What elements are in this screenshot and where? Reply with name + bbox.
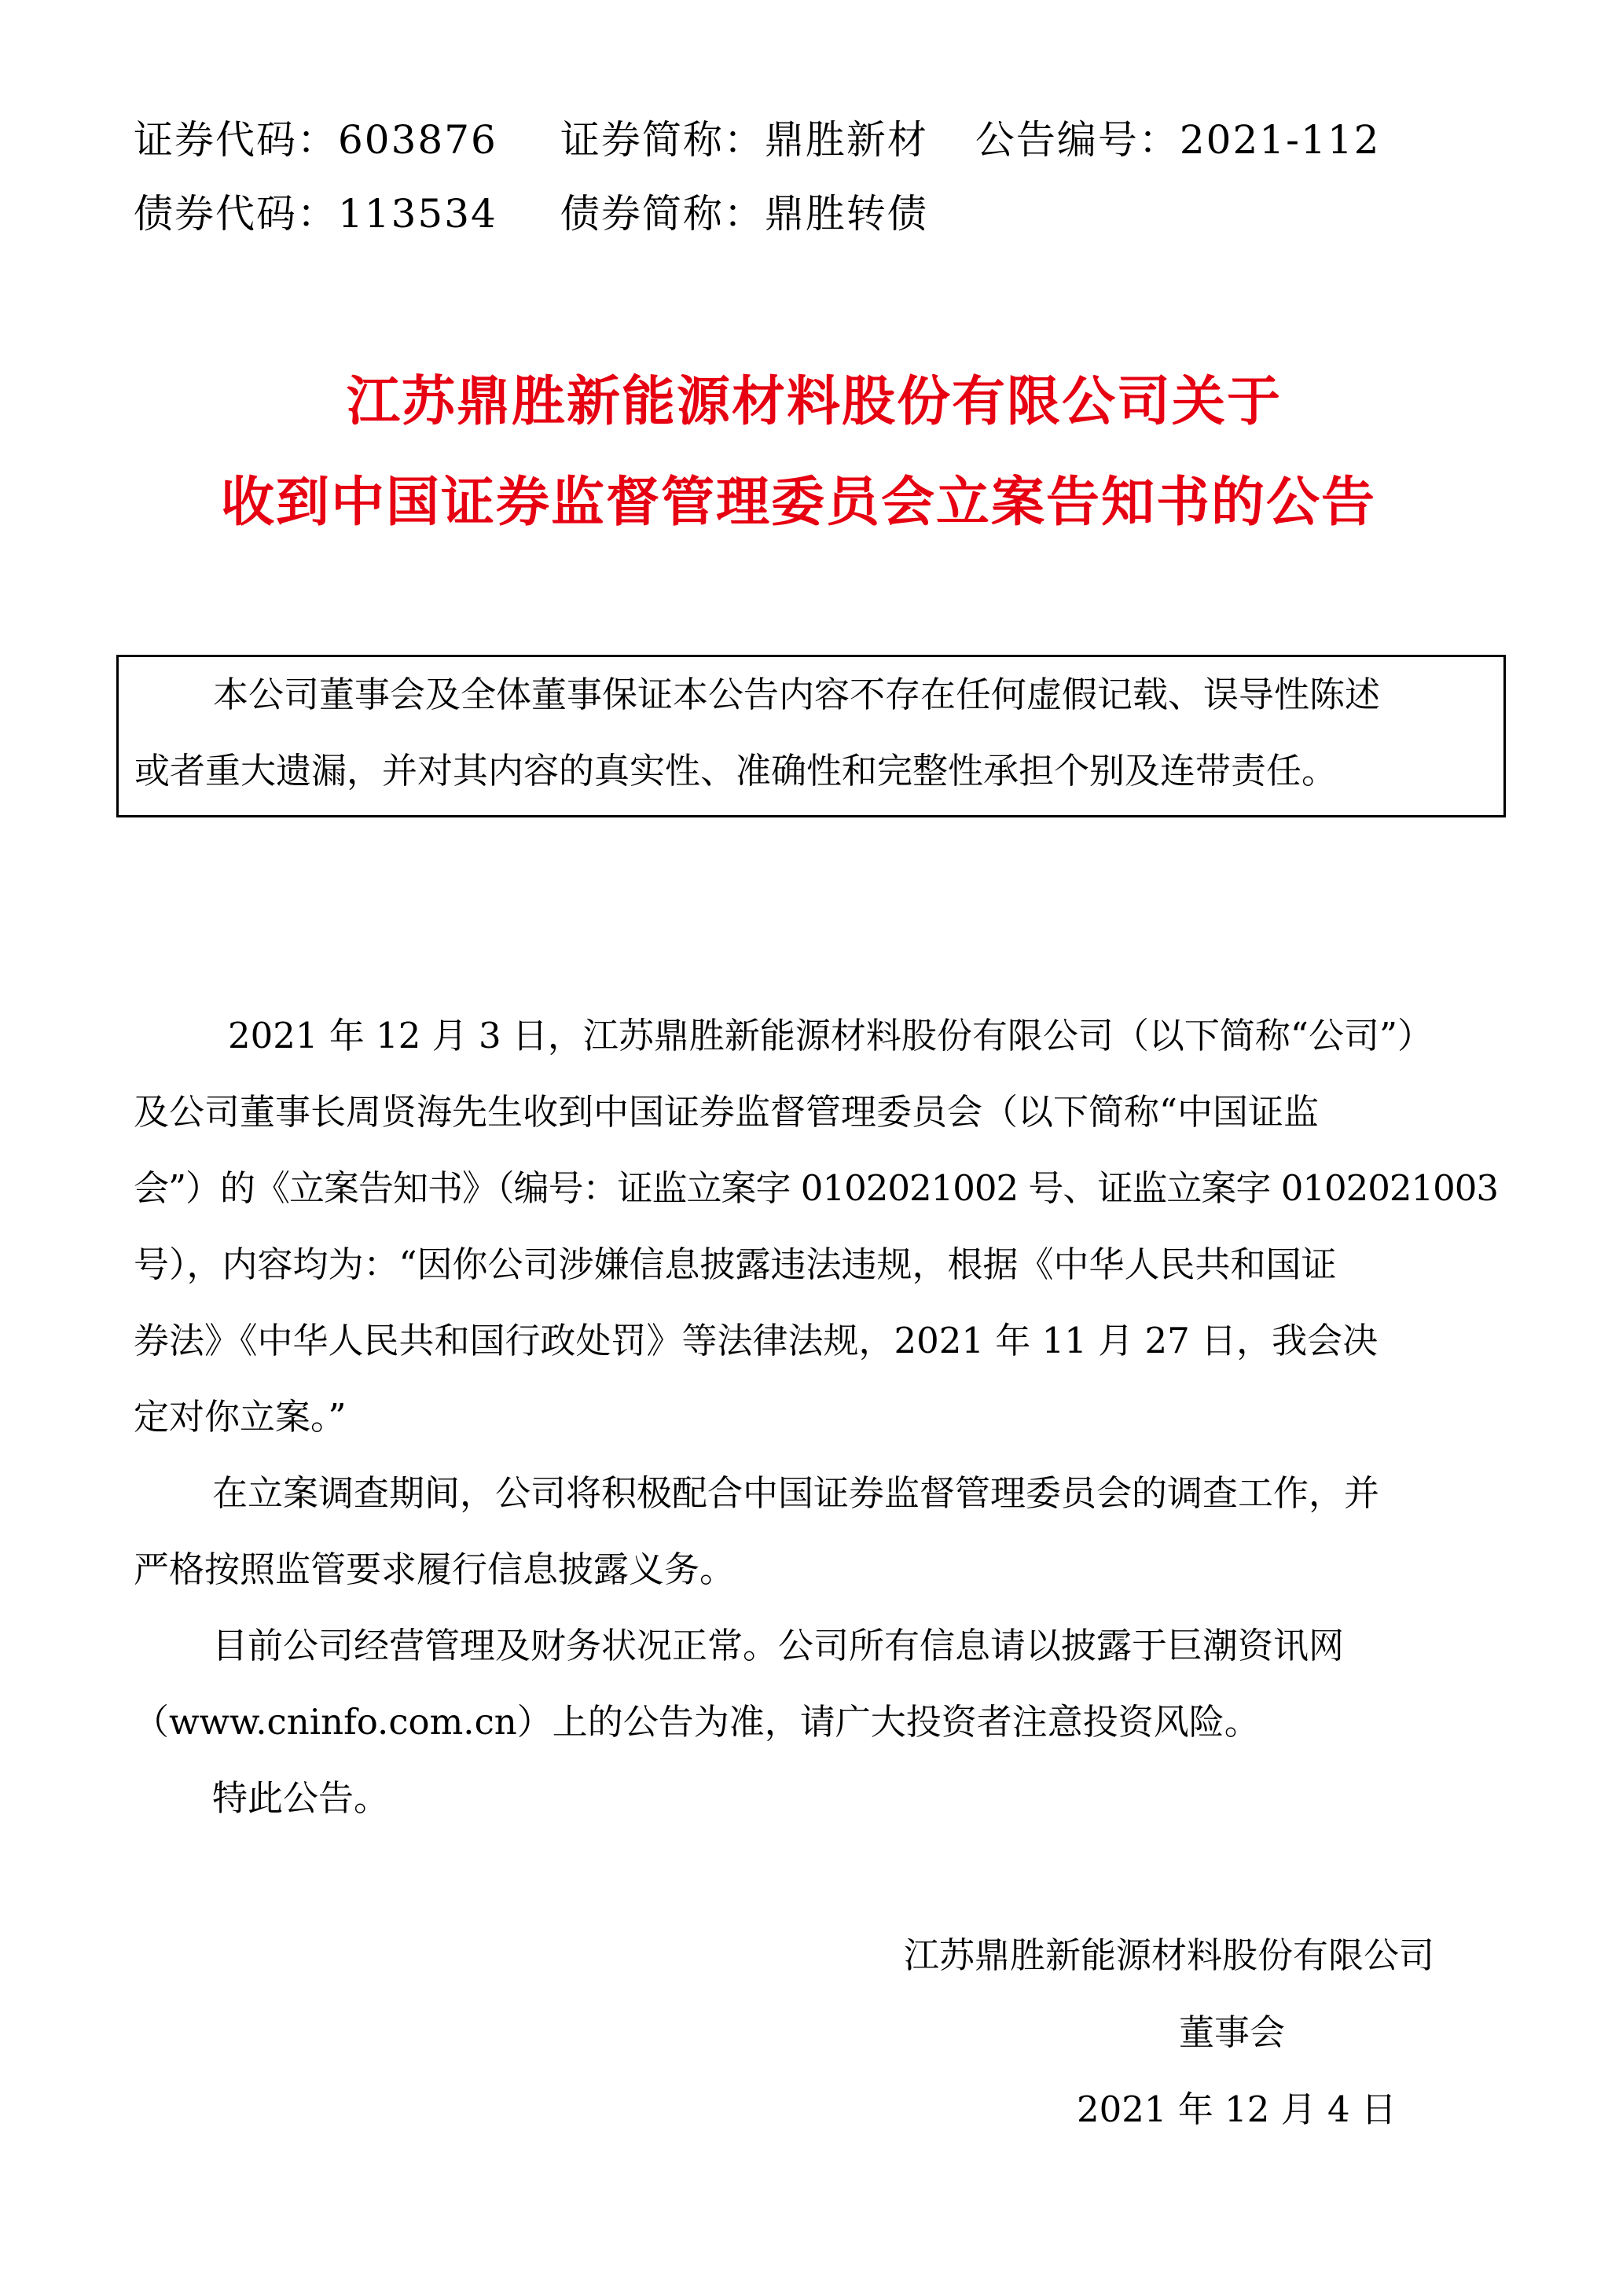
signature-board: 董事会: [1179, 2011, 1286, 2053]
body-p1-line-4: 号），内容均为：“因你公司涉嫌信息披露违法违规，根据《中华人民共和国证: [134, 1244, 1337, 1285]
disclaimer-line-1: 本公司董事会及全体董事保证本公告内容不存在任何虚假记载、误导性陈述: [213, 674, 1381, 715]
stock-abbr-label: 证券简称：: [560, 117, 765, 163]
disclaimer-box: [116, 655, 1506, 817]
header-bond-line: [134, 190, 928, 237]
body-p3-line-1: 目前公司经营管理及财务状况正常。公司所有信息请以披露于巨潮资讯网: [212, 1625, 1345, 1666]
header-securities-line: [134, 116, 1380, 163]
body-p2-line-1: 在立案调查期间，公司将积极配合中国证券监督管理委员会的调查工作，并: [212, 1472, 1380, 1514]
body-p1-line-3: 会”）的《立案告知书》（编号：证监立案字 0102021002 号、证监立案字 0102021003: [134, 1167, 1499, 1209]
stock-abbr: 鼎胜新材: [764, 117, 928, 163]
document-title-line-1: 江苏鼎胜新能源材料股份有限公司关于: [346, 371, 1282, 433]
bond-abbr: 鼎胜转债: [764, 191, 928, 237]
signature-company: 江苏鼎胜新能源材料股份有限公司: [904, 1934, 1435, 1976]
body-p1-line-1: 2021 年 12 月 3 日，江苏鼎胜新能源材料股份有限公司（以下简称“公司”）: [228, 1015, 1433, 1056]
announcement-no-label: 公告编号：: [975, 117, 1180, 163]
body-p1-line-2: 及公司董事长周贤海先生收到中国证券监督管理委员会（以下简称“中国证监: [134, 1091, 1320, 1133]
stock-code: 603876: [338, 117, 497, 163]
body-p3-line-2: （www.cninfo.com.cn）上的公告为准，请广大投资者注意投资风险。: [134, 1701, 1260, 1743]
body-p1-line-6: 定对你立案。”: [134, 1396, 347, 1438]
announcement-no: 2021-112: [1179, 117, 1381, 163]
document-title-line-2: 收到中国证券监督管理委员会立案告知书的公告: [220, 472, 1376, 534]
stock-code-label: 证券代码：: [134, 117, 338, 163]
closing-text: 特此公告。: [212, 1777, 390, 1819]
bond-abbr-label: 债券简称：: [560, 191, 765, 237]
body-p1-line-5: 券法》《中华人民共和国行政处罚》等法律法规，2021 年 11 月 27 日，我会决: [134, 1320, 1379, 1361]
disclaimer-line-2: 或者重大遗漏，并对其内容的真实性、准确性和完整性承担个别及连带责任。: [134, 750, 1338, 792]
signature-date: 2021 年 12 月 4 日: [1077, 2088, 1397, 2130]
bond-code: 113534: [338, 191, 497, 237]
body-p2-line-2: 严格按照监管要求履行信息披露义务。: [134, 1548, 736, 1590]
bond-code-label: 债券代码：: [134, 191, 338, 237]
